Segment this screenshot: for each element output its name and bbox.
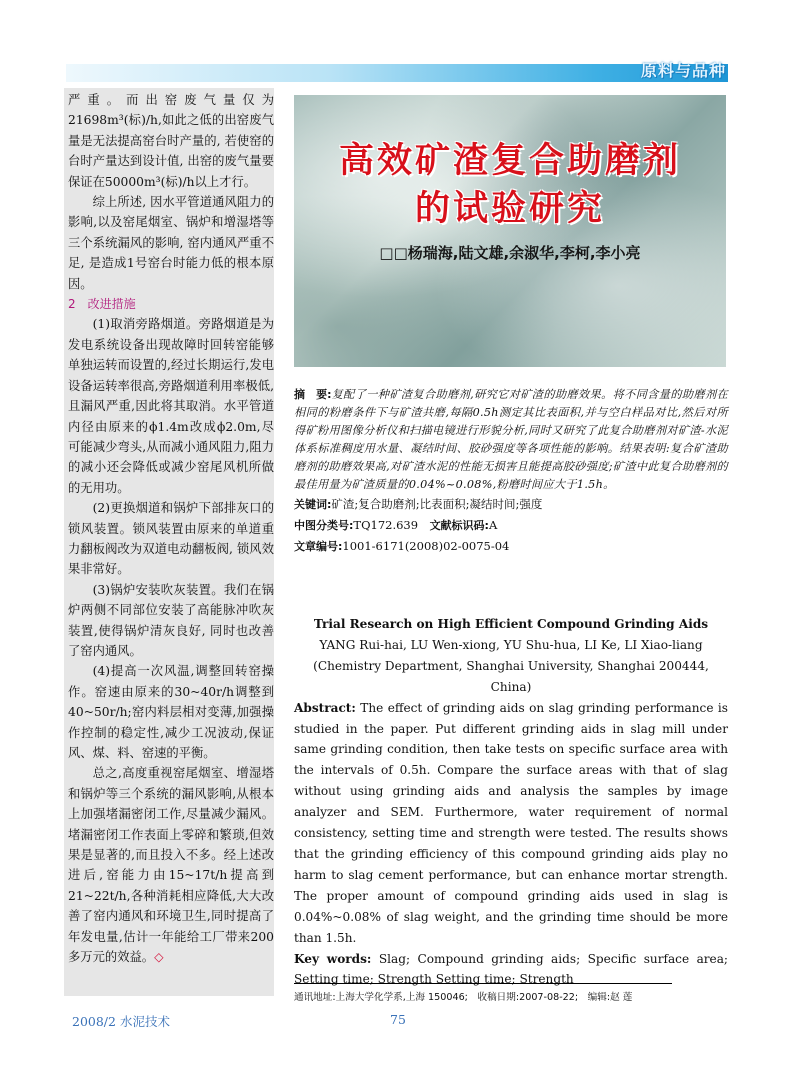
abstract-label: 摘 要: <box>294 388 332 401</box>
clc-value: TQ172.639 <box>353 518 419 532</box>
section-heading: 2 改进措施 <box>68 297 136 312</box>
measure-paragraph: (3)锅炉安装吹灰装置。我们在锅炉两侧不同部位安装了高能脉冲吹灰装置,使得锅炉清灰良好, 同时也改善了窑内通风。 <box>68 582 274 658</box>
footnote: 通讯地址:上海大学化学系,上海 150046; 收稿日期:2007-08-22; 编辑:赵 莲 <box>294 992 633 1003</box>
end-mark-icon: ◇ <box>154 949 164 965</box>
doc-code-label: 文献标识码: <box>429 519 489 532</box>
footnote-rule <box>294 983 672 984</box>
clc-label: 中图分类号: <box>294 519 354 532</box>
measure-paragraph: (4)提高一次风温,调整回转窑操作。窑速由原来的30~40r/h调整到40~50r/h;窑内料层相对变薄,加强操作控制的稳定性,减少工况波动,保证风、煤、料、窑速的平衡。 <box>68 664 274 760</box>
title-banner <box>294 95 726 367</box>
measure-paragraph: (2)更换烟道和锅炉下部排灰口的锁风装置。锁风装置由原来的单道重力翻板阀改为双道电动翻板阀, 锁风效果非常好。 <box>68 501 274 577</box>
page-number: 75 <box>390 1012 406 1027</box>
english-authors: YANG Rui-hai, LU Wen-xiong, YU Shu-hua, LI Ke, LI Xiao-liang <box>319 637 703 652</box>
english-title: Trial Research on High Efficient Compound Grinding Aids <box>313 617 709 631</box>
keywords-text: 矿渣;复合助磨剂;比表面积;凝结时间;强度 <box>331 497 543 511</box>
english-keywords-text: Slag; Compound grinding aids; Specific surface area; Setting time; Strength Setting time; Strength <box>294 951 728 987</box>
classification-line <box>294 515 728 536</box>
english-keywords-paragraph <box>294 949 728 991</box>
english-abstract-paragraph <box>294 698 728 949</box>
chinese-abstract <box>294 386 728 557</box>
english-keywords-label: Key words: <box>294 951 372 966</box>
english-abstract <box>294 614 728 990</box>
paragraph: 综上所述, 因水平管道通风阻力的影响,以及窑尾烟室、锅炉和增湿塔等三个系统漏风的影响, 窑内通风严重不足, 是造成1号窑台时能力低的根本原因。 <box>68 195 274 291</box>
journal-issue: 2008/2 水泥技术 <box>72 1014 170 1029</box>
paragraph: 严重。而出窑废气量仅为21698m³(标)/h,如此之低的出窑废气量是无法提高窑台时产量的, 若使窑的台时产量达到设计值, 出窑的废气量要保证在50000m³(标)/h以上才行。 <box>68 93 274 189</box>
article-number-line <box>294 536 728 557</box>
article-no-label: 文章编号: <box>294 540 343 553</box>
english-affiliation: (Chemistry Department, Shanghai University, Shanghai 200444, China) <box>313 658 709 694</box>
keywords-line <box>294 494 728 515</box>
article-title-line1: 高效矿渣复合助磨剂 <box>338 141 681 181</box>
article-no-value: 1001-6171(2008)02-0075-04 <box>342 539 510 553</box>
english-abstract-text: The effect of grinding aids on slag grinding performance is studied in the paper. Put different grinding aids in slag mill under same grinding condition, then take tests on specific surface area with the intervals of 0.5h. Compare the surface areas with that of slag without using grinding aids and analysis the samples by image analyzer and SEM. Furthermore, water requirement of normal consistency, setting time and strength were tested. The results shows that the grinding efficiency of this compound grinding aids play no harm to slag cement performance, but can enhance mortar strength. The proper amount of compound grinding aids used in slag is 0.04%~0.08% of slag weight, and the grinding time should be more than 1.5h. <box>294 700 728 945</box>
conclusion-text: 总之,高度重视窑尾烟室、增湿塔和锅炉等三个系统的漏风影响,从根本上加强堵漏密闭工作,尽量减少漏风。堵漏密闭工作表面上零碎和繁琐,但效果是显著的,而且投入不多。经上述改进后,窑能力由15~17t/h提高到21~22t/h,各种消耗相应降低,大大改善了窑内通风和环境卫生,同时提高了年发电量,估计一年能给工厂带来200多万元的效益。 <box>68 766 274 965</box>
conclusion-paragraph <box>68 763 274 967</box>
measure-paragraph: (1)取消旁路烟道。旁路烟道是为发电系统设备出现故障时回转窑能够单独运转而设置的,经过长期运行,发电设备运转率很高,旁路烟道利用率极低,且漏风严重,因此将其取消。水平管道内径由原来的ϕ1.4m改成ϕ2.0m,尽可能减少弯头,从而减小通风阻力,阻力的减小还会降低或减少窑尾风机所做的无用功。 <box>68 317 274 495</box>
section-title: 原料与品种 <box>640 61 726 80</box>
english-abstract-label: Abstract: <box>294 700 356 715</box>
abstract-paragraph <box>294 386 728 494</box>
doc-code-value: A <box>488 518 498 532</box>
keywords-label: 关键词: <box>294 498 332 511</box>
article-authors: □□杨瑞海,陆文雄,余淑华,李柯,李小亮 <box>379 244 641 262</box>
article-title-line2: 的试验研究 <box>414 189 605 229</box>
header-bar <box>66 64 728 82</box>
abstract-text: 复配了一种矿渣复合助磨剂,研究它对矿渣的助磨效果。将不同含量的助磨剂在相同的粉磨条件下与矿渣共磨,每隔0.5h测定其比表面积,并与空白样品对比,然后对所得矿粉用图像分析仪和扫描电镜进行形貌分析,同时又研究了此复合助磨剂对矿渣-水泥体系标准稠度用水量、凝结时间、胶砂强度等各项性能的影响。结果表明:复合矿渣助磨剂的助磨效果高,对矿渣水泥的性能无损害且能提高胶砂强度;矿渣中此复合助磨剂的最佳用量为矿渣质量的0.04%~0.08%,粉磨时间应大于1.5h。 <box>294 388 728 491</box>
left-column <box>64 88 274 996</box>
